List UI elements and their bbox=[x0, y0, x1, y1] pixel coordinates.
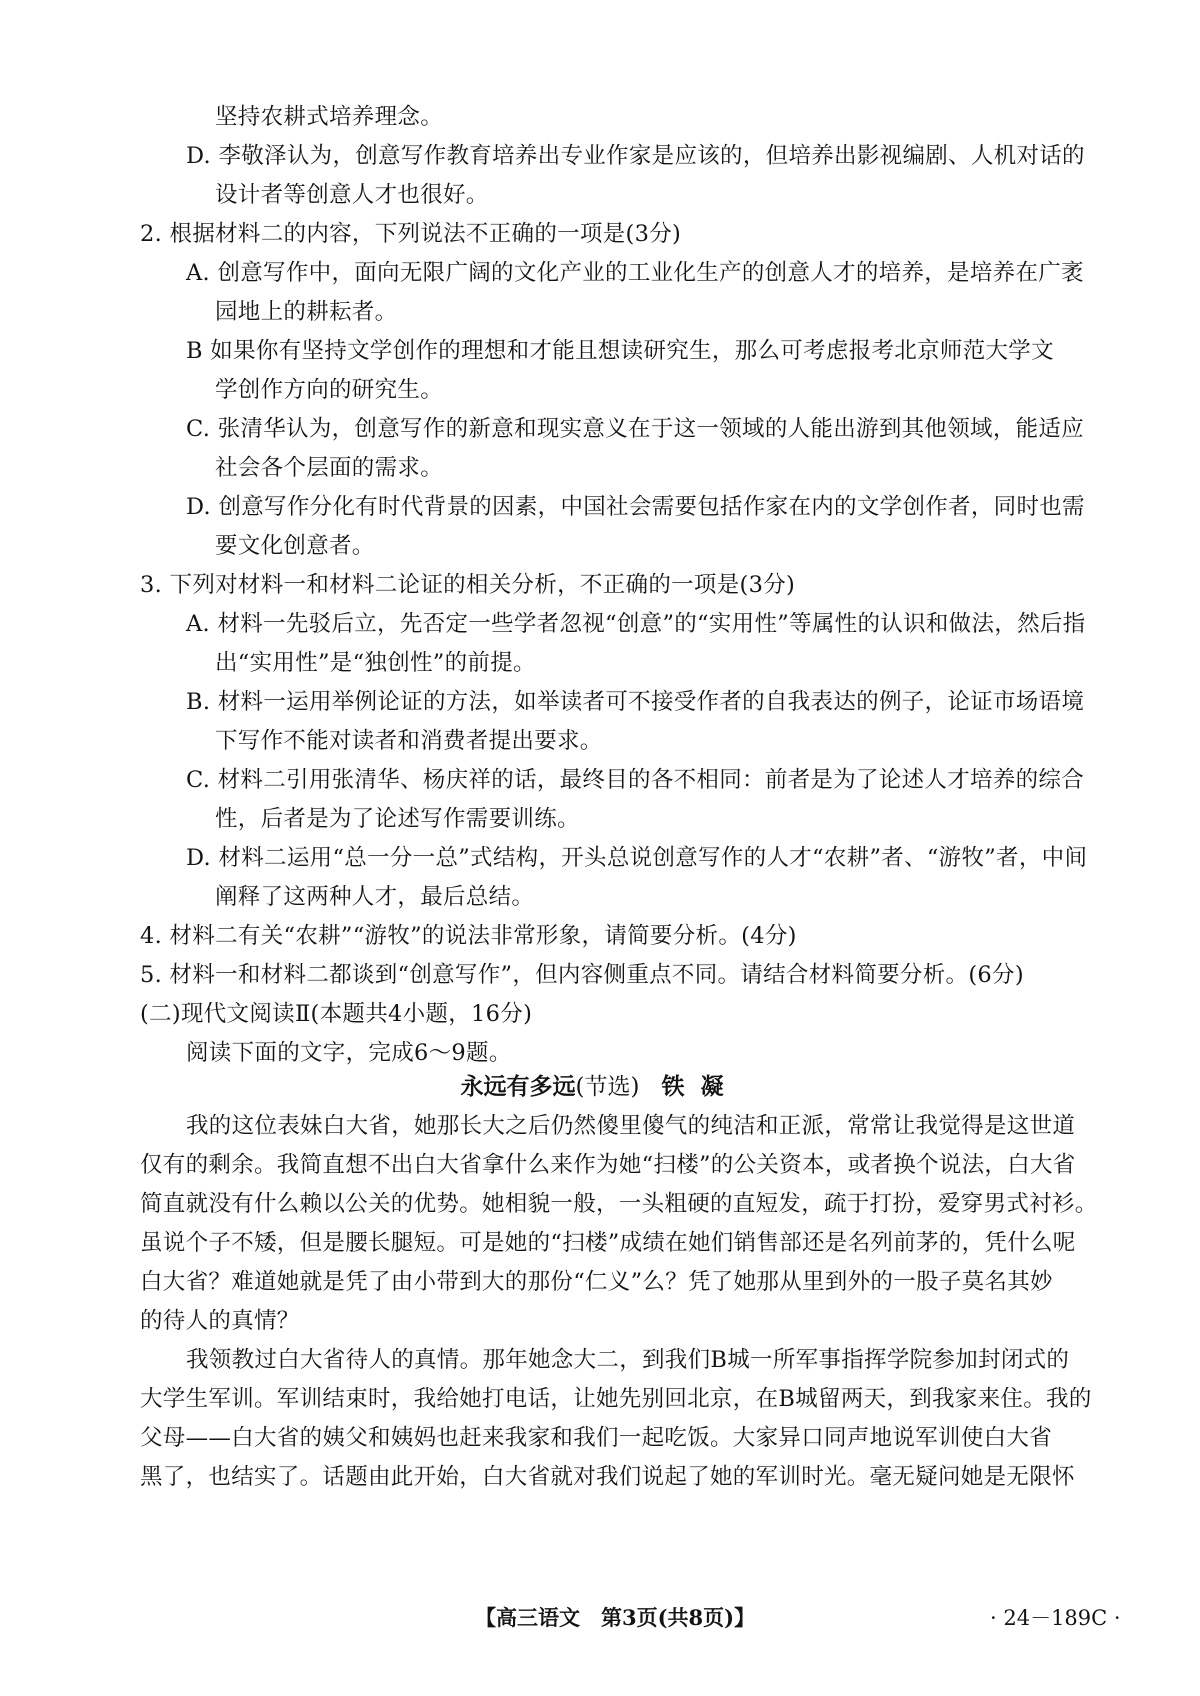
question-2-option-b: B 如果你有坚持文学创作的理想和才能且想读研究生，那么可考虑报考北京师范大学文 bbox=[186, 338, 1054, 364]
question-3-option-d: D. 材料二运用“总一分一总”式结构，开头总说创意写作的人才“农耕”者、“游牧”者，中间 bbox=[186, 845, 1088, 871]
story-paragraph-1-line-2: 仅有的剩余。我简直想不出白大省拿什么来作为她“扫楼”的公关资本，或者换个说法，白大省 bbox=[140, 1152, 1076, 1178]
story-paragraph-1-line-6: 的待人的真情？ bbox=[140, 1308, 300, 1334]
story-author: 铁凝 bbox=[661, 1073, 740, 1100]
story-paragraph-2-line-3: 父母——白大省的姨父和姨妈也赶来我家和我们一起吃饭。大家异口同声地说军训使白大省 bbox=[140, 1425, 1053, 1451]
question-3-option-c-continuation: 性，后者是为了论述写作需要训练。 bbox=[215, 806, 580, 832]
question-3-option-c: C. 材料二引用张清华、杨庆祥的话，最终目的各不相同：前者是为了论述人才培养的综合 bbox=[186, 767, 1085, 793]
question-2-option-c-continuation: 社会各个层面的需求。 bbox=[215, 455, 444, 481]
story-paragraph-1-line-5: 白大省？难道她就是凭了由小带到大的那份“仁义”么？凭了她那从里到外的一股子莫名其妙 bbox=[140, 1269, 1053, 1295]
question-2-option-a-continuation: 园地上的耕耘者。 bbox=[215, 299, 398, 325]
question-2-option-d: D. 创意写作分化有时代背景的因素，中国社会需要包括作家在内的文学创作者，同时也需 bbox=[186, 494, 1085, 520]
question-2-option-a: A. 创意写作中，面向无限广阔的文化产业的工业化生产的创意人才的培养，是培养在广袤 bbox=[186, 260, 1084, 286]
story-paragraph-2-line-1: 我领教过白大省待人的真情。那年她念大二，到我们B城一所军事指挥学院参加封闭式的 bbox=[186, 1347, 1070, 1373]
question-2-stem: 2. 根据材料二的内容，下列说法不正确的一项是(3分) bbox=[140, 221, 682, 247]
question-1-option-d: D. 李敬泽认为，创意写作教育培养出专业作家是应该的，但培养出影视编剧、人机对话的 bbox=[186, 143, 1085, 169]
question-2-option-d-continuation: 要文化创意者。 bbox=[215, 533, 375, 559]
story-paragraph-2-line-2: 大学生军训。军训结束时，我给她打电话，让她先别回北京，在B城留两天，到我家来住。我的 bbox=[140, 1386, 1092, 1412]
section-2-header: (二)现代文阅读Ⅱ(本题共4小题，16分) bbox=[140, 1001, 533, 1027]
question-3-option-b-continuation: 下写作不能对读者和消费者提出要求。 bbox=[215, 728, 603, 754]
question-3-option-b: B. 材料一运用举例论证的方法，如举读者可不接受作者的自我表达的例子，论证市场语境 bbox=[186, 689, 1085, 715]
story-title-line bbox=[0, 1072, 1200, 1102]
story-paragraph-1-line-1: 我的这位表妹白大省，她那长大之后仍然傻里傻气的纯洁和正派，常常让我觉得是这世道 bbox=[186, 1113, 1076, 1139]
question-2-option-b-continuation: 学创作方向的研究生。 bbox=[215, 377, 444, 403]
section-2-instruction: 阅读下面的文字，完成6～9题。 bbox=[186, 1040, 512, 1066]
story-subtitle: (节选) bbox=[575, 1074, 640, 1100]
story-title: 永远有多远 bbox=[460, 1073, 576, 1100]
footer-page-info: 【高三语文 第3页(共8页)】 bbox=[475, 1605, 756, 1630]
question-3-option-a: A. 材料一先驳后立，先否定一些学者忽视“创意”的“实用性”等属性的认识和做法，然后指 bbox=[186, 611, 1086, 637]
question-5: 5. 材料一和材料二都谈到“创意写作”，但内容侧重点不同。请结合材料简要分析。(6分) bbox=[140, 962, 1024, 988]
question-1-option-c-continuation: 坚持农耕式培养理念。 bbox=[215, 104, 444, 130]
story-paragraph-1-line-3: 简直就没有什么赖以公关的优势。她相貌一般，一头粗硬的直短发，疏于打扮，爱穿男式衬衫。 bbox=[140, 1191, 1098, 1217]
story-paragraph-1-line-4: 虽说个子不矮，但是腰长腿短。可是她的“扫楼”成绩在她们销售部还是名列前茅的，凭什么呢 bbox=[140, 1230, 1076, 1256]
question-3-option-a-continuation: 出“实用性”是“独创性”的前提。 bbox=[215, 650, 536, 676]
story-paragraph-2-line-4: 黑了，也结实了。话题由此开始，白大省就对我们说起了她的军训时光。毫无疑问她是无限怀 bbox=[140, 1464, 1075, 1490]
question-1-option-d-continuation: 设计者等创意人才也很好。 bbox=[215, 182, 489, 208]
question-2-option-c: C. 张清华认为，创意写作的新意和现实意义在于这一领域的人能出游到其他领域，能适应 bbox=[186, 416, 1085, 442]
footer-exam-code: · 24－189C · bbox=[990, 1606, 1121, 1630]
question-4: 4. 材料二有关“农耕”“游牧”的说法非常形象，请简要分析。(4分) bbox=[140, 923, 797, 949]
question-3-option-d-continuation: 阐释了这两种人才，最后总结。 bbox=[215, 884, 535, 910]
question-3-stem: 3. 下列对材料一和材料二论证的相关分析，不正确的一项是(3分) bbox=[140, 572, 796, 598]
